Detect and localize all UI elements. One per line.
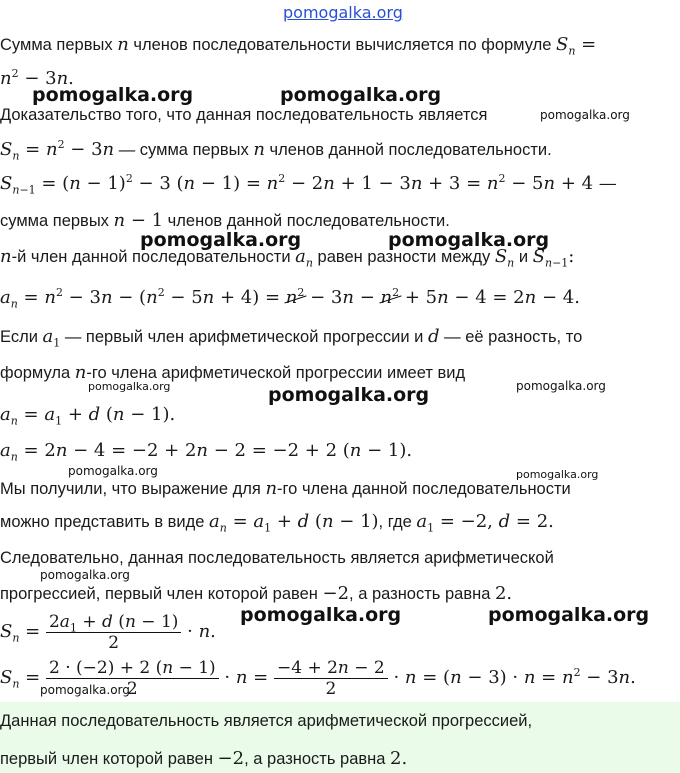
watermark: pomogalka.org (268, 384, 430, 406)
text-line-7: n-й член данной последовательности $a_n$ равен разности между $S_n$ и $S_{n-1}$: (0, 246, 575, 270)
watermark: pomogalka.org (32, 84, 194, 106)
watermark: pomogalka.org (516, 468, 599, 481)
text-line-2: $n^2 - 3n$. (0, 67, 74, 89)
text-line-5: $S_{n-1} = (n - 1)^2 - 3$ $(n - 1) = n^2 - 2n + 1 - 3n + 3 = n^2 - 5n + 4$ — (0, 172, 617, 197)
watermark: pomogalka.org (388, 229, 550, 251)
watermark: pomogalka.org (540, 108, 630, 122)
text-line-14: можно представить в виде $a_n = a_1 + d$ (n − 1), где $a_1 = -2$, d = 2. (0, 511, 554, 535)
watermark: pomogalka.org (40, 683, 130, 697)
text-line-9: Если $a_1$ — первый член арифметической прогрессии и d — её разность, то (0, 326, 583, 350)
answer-line-2: первый член которой равен −2, а разность равна 2. (0, 748, 408, 769)
watermark: pomogalka.org (88, 380, 171, 393)
site-link[interactable]: pomogalka.org (283, 3, 403, 22)
watermark: pomogalka.org (240, 604, 402, 626)
text-line-15: Следовательно, данная последовательность является арифметической (0, 549, 554, 567)
text-line-1: Сумма первых n членов последовательности вычисляется по формуле $S_n$ = (0, 34, 597, 58)
text-line-12: $a_n = 2n - 4 = -2 + 2n - 2 = -2 + 2$ (n − 1). (0, 440, 413, 464)
text-line-10: формула n-го члена арифметической прогрессии имеет вид (0, 362, 466, 383)
watermark: pomogalka.org (68, 464, 158, 478)
watermark: pomogalka.org (140, 229, 302, 251)
text-line-13: Мы получили, что выражение для n-го члена данной последовательности (0, 478, 571, 499)
text-line-6: сумма первых n − 1 членов данной последовательности. (0, 210, 450, 231)
text-line-11: $a_n = a_1 + d$ (n − 1). (0, 404, 176, 428)
watermark: pomogalka.org (280, 84, 442, 106)
watermark: pomogalka.org (40, 568, 130, 582)
formula-sn-1: $S_n$ = $\frac{2a_1 + d (n - 1)}{2}$ · n. (0, 612, 216, 653)
answer-line-1: Данная последовательность является арифметической прогрессией, (0, 712, 533, 730)
watermark: pomogalka.org (488, 604, 650, 626)
text-line-8: $a_n = n^2 - 3n - (n^2 - 5n + 4) = n^2 - 3n - n^2 + 5n - 4 = 2n - 4$. (0, 286, 580, 311)
text-line-3: Доказательство того, что данная последовательность является (0, 106, 488, 124)
watermark: pomogalka.org (516, 379, 606, 393)
formula-sn-2: $S_n$ = $\frac{2 \cdot (-2) + 2 (n - 1)}{2}$ · n = $\frac{-4 + 2n - 2}{2}$ · $n = (n - 3) \cdot n = n^2 - 3n$. (0, 658, 636, 699)
text-line-4: $S_n = n^2 - 3n$ — сумма первых n членов данной последовательности. (0, 138, 552, 163)
text-line-16: прогрессией, первый член которой равен −2, а разность равна 2. (0, 583, 513, 604)
